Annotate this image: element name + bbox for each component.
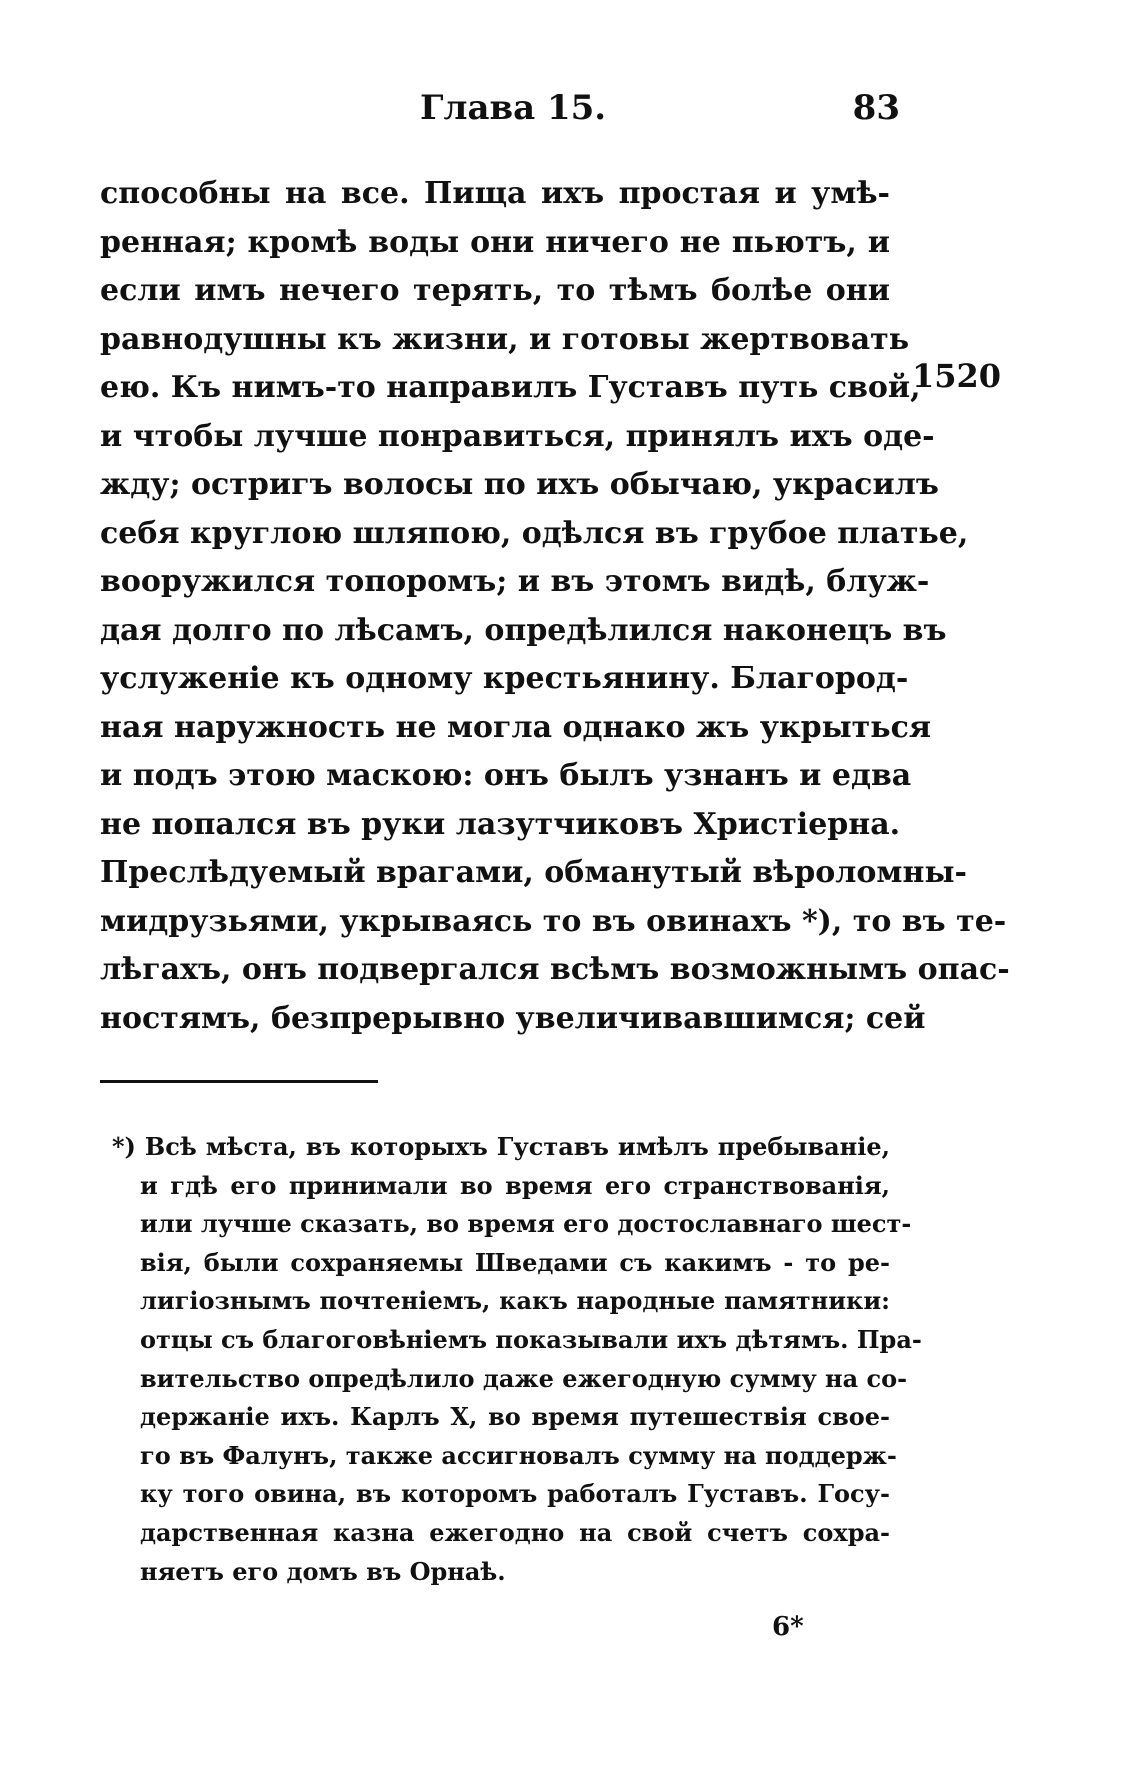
signature-mark: 6* xyxy=(772,1612,804,1642)
footnote-line: вія, были сохраняемы Шведами съ какимъ - то ре- xyxy=(140,1247,890,1277)
text-line: способны на все. Пища ихъ простая и умѣ- xyxy=(100,176,890,211)
text-line: лѣгахъ, онъ подвергался всѣмъ возможнымъ опас- xyxy=(100,952,1010,987)
footnote-line: ку того овина, въ которомъ работалъ Густавъ. Госу- xyxy=(140,1479,890,1509)
text-line: ная наружность не могла однако жъ укрыться xyxy=(100,709,932,745)
footnote-line: го въ Фалунъ, также ассигновалъ сумму на поддерж- xyxy=(140,1440,897,1470)
footnote-line: отцы съ благоговѣніемъ показывали ихъ дѣтямъ. Пра- xyxy=(140,1324,922,1354)
footnote-line: или лучше сказать, во время его достославнаго шест- xyxy=(140,1209,912,1239)
text-line: дая долго по лѣсамъ, опредѣлился наконецъ въ xyxy=(100,612,947,648)
text-line: жду; остригъ волосы по ихъ обычаю, украсилъ xyxy=(100,467,939,502)
footnote-line: няетъ его домъ въ Орнаѣ. xyxy=(140,1556,506,1586)
text-line: ею. Къ нимъ-то направилъ Густавъ путь свой, xyxy=(100,370,921,405)
text-line: Преслѣдуемый врагами, обманутый вѣроломны- xyxy=(100,855,967,890)
text-line: не попался въ руки лазутчиковъ Христіерна. xyxy=(100,806,901,842)
running-header xyxy=(100,88,900,132)
footnote xyxy=(100,1128,922,1591)
text-line: если имъ нечего терять, то тѣмъ болѣе они xyxy=(100,273,890,308)
footnote-line: вительство опредѣлило даже ежегодную сумму на со- xyxy=(140,1363,908,1393)
footnote-divider xyxy=(100,1080,378,1083)
text-line: равнодушны къ жизни, и готовы жертвовать xyxy=(100,321,910,357)
page-number: 83 xyxy=(852,88,900,128)
footnote-line: лигіознымъ почтеніемъ, какъ народные памятники: xyxy=(140,1286,890,1316)
footnote-line: и гдѣ его принимали во время его странствованія, xyxy=(140,1170,890,1200)
text-line: мидрузьями, укрываясь то въ овинахъ *), то въ те- xyxy=(100,903,1007,939)
text-line: услуженіе къ одному крестьянину. Благород- xyxy=(100,661,909,696)
text-line: ренная; кромѣ воды они ничего не пьютъ, и xyxy=(100,224,890,260)
footnote-line: держаніе ихъ. Карлъ X, во время путешествія свое- xyxy=(140,1402,890,1432)
text-line: и чтобы лучше понравиться, принялъ ихъ оде- xyxy=(100,418,935,454)
text-line: ностямъ, безпрерывно увеличивавшимся; сей xyxy=(100,1000,926,1036)
text-line: и подъ этою маскою: онъ былъ узнанъ и едва xyxy=(100,758,912,793)
text-line: вооружился топоромъ; и въ этомъ видѣ, блуж- xyxy=(100,564,930,599)
chapter-title: Глава 15. xyxy=(420,88,607,128)
footnote-line: *) Всѣ мѣста, въ которыхъ Густавъ имѣлъ пребываніе, xyxy=(112,1132,890,1161)
text-line: себя круглою шляпою, одѣлся въ грубое платье, xyxy=(100,515,969,551)
margin-year-note: 1520 xyxy=(912,357,1002,395)
footnote-line: дарственная казна ежегодно на свой счетъ сохра- xyxy=(140,1517,890,1547)
